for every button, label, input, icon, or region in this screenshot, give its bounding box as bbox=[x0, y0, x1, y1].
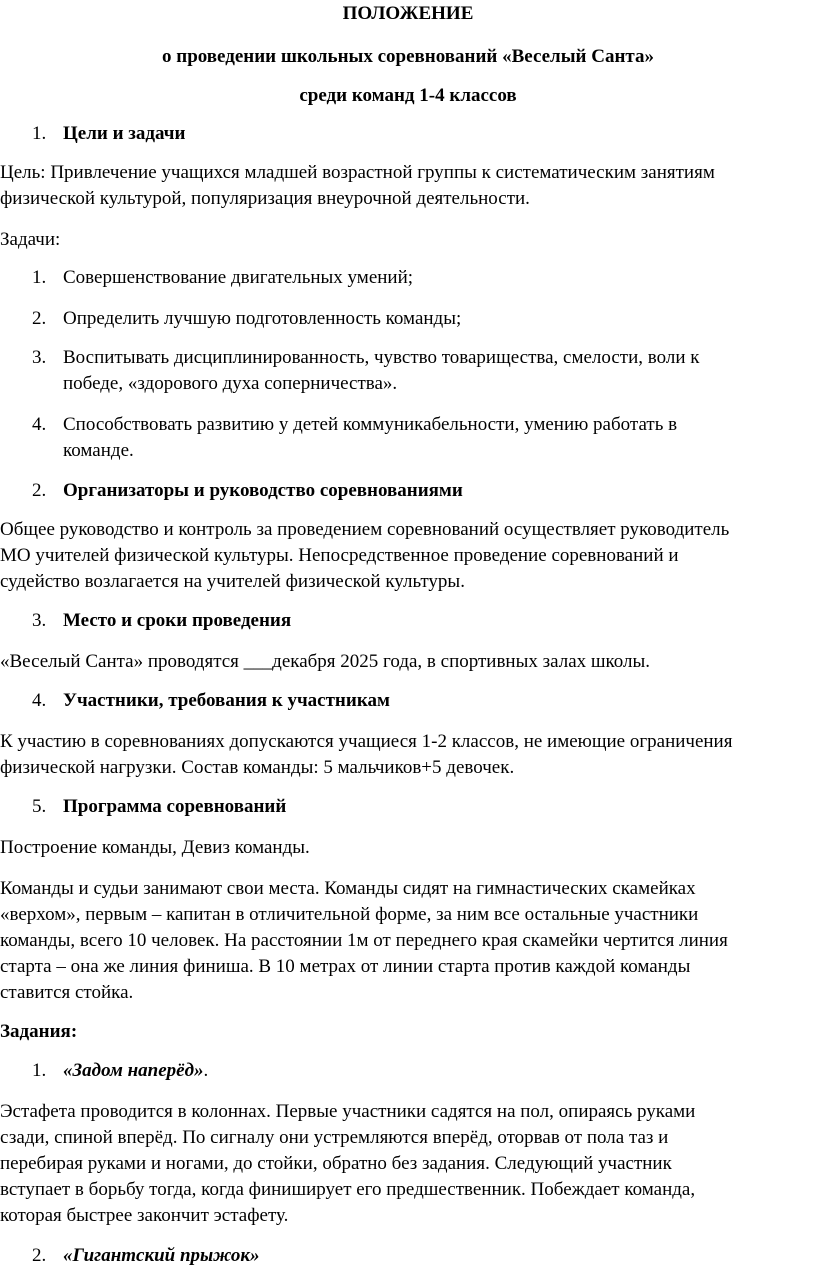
section-4-number: 4. bbox=[32, 690, 47, 711]
task-2-number: 2. bbox=[32, 308, 47, 329]
task-3-number: 3. bbox=[32, 347, 47, 368]
task-4-number: 4. bbox=[32, 414, 47, 435]
event-1-heading bbox=[63, 1059, 208, 1083]
program-para-line-5: ставится стойка. bbox=[0, 982, 134, 1003]
section-2-title: Организаторы и руководство соревнованиями bbox=[63, 480, 463, 501]
event-1-title: «Задом наперёд» bbox=[63, 1060, 204, 1081]
section-5-title: Программа соревнований bbox=[63, 796, 287, 817]
task-1-text: Совершенствование двигательных умений; bbox=[63, 267, 414, 288]
section-2-number: 2. bbox=[32, 480, 47, 501]
task-1-number: 1. bbox=[32, 267, 47, 288]
organizers-line-3: судейство возлагается на учителей физической культуры. bbox=[0, 571, 465, 592]
event-1-text-line-3: перебирая руками и ногами, до стойки, обратно без задания. Следующий участник bbox=[0, 1153, 672, 1174]
goal-line-1: Цель: Привлечение учащихся младшей возрастной группы к систематическим занятиям bbox=[0, 162, 715, 183]
section-1-number: 1. bbox=[32, 123, 47, 144]
section-4-title: Участники, требования к участникам bbox=[63, 690, 390, 711]
program-line-1: Построение команды, Девиз команды. bbox=[0, 837, 310, 858]
organizers-line-1: Общее руководство и контроль за проведением соревнований осуществляет руководитель bbox=[0, 519, 730, 540]
event-1-text-line-1: Эстафета проводится в колоннах. Первые участники садятся на пол, опираясь руками bbox=[0, 1101, 696, 1122]
event-1-number: 1. bbox=[32, 1060, 47, 1081]
task-3-text-line-1: Воспитывать дисциплинированность, чувство товарищества, смелости, воли к bbox=[63, 347, 700, 368]
event-2-title: «Гигантский прыжок» bbox=[63, 1245, 260, 1266]
section-5-number: 5. bbox=[32, 796, 47, 817]
task-3-text-line-2: победе, «здорового духа соперничества». bbox=[63, 373, 398, 394]
task-4-text-line-1: Способствовать развитию у детей коммуникабельности, умению работать в bbox=[63, 414, 678, 435]
event-2-number: 2. bbox=[32, 1245, 47, 1266]
program-para-line-3: команды, всего 10 человек. На расстоянии 1м от переднего края скамейки чертится линия bbox=[0, 930, 728, 951]
event-1-text-line-4: вступает в борьбу тогда, когда финиширует его предшественник. Побеждает команда, bbox=[0, 1179, 696, 1200]
program-para-line-4: старта – она же линия финиша. В 10 метрах от линии старта против каждой команды bbox=[0, 956, 691, 977]
document-subtitle: о проведении школьных соревнований «Веселый Санта» bbox=[162, 46, 654, 67]
document-subtitle-2: среди команд 1-4 классов bbox=[299, 85, 517, 106]
program-para-line-2: «верхом», первым – капитан в отличительной форме, за ним все остальные участники bbox=[0, 904, 699, 925]
section-1-title: Цели и задачи bbox=[63, 123, 186, 144]
organizers-line-2: МО учителей физической культуры. Непосредственное проведение соревнований и bbox=[0, 545, 679, 566]
section-3-number: 3. bbox=[32, 610, 47, 631]
participants-line-1: К участию в соревнованиях допускаются учащиеся 1-2 классов, не имеющие ограничения bbox=[0, 731, 733, 752]
program-para-line-1: Команды и судьи занимают свои места. Команды сидят на гимнастических скамейках bbox=[0, 878, 696, 899]
task-2-text: Определить лучшую подготовленность команды; bbox=[63, 308, 462, 329]
event-1-text-line-2: сзади, спиной вперёд. По сигналу они устремляются вперёд, оторвав от пола таз и bbox=[0, 1127, 669, 1148]
goal-line-2: физической культурой, популяризация внеурочной деятельности. bbox=[0, 188, 530, 209]
task-4-text-line-2: команде. bbox=[63, 440, 134, 461]
tasks-label: Задачи: bbox=[0, 229, 61, 250]
event-1-period: . bbox=[203, 1060, 209, 1081]
participants-line-2: физической нагрузки. Состав команды: 5 мальчиков+5 девочек. bbox=[0, 757, 515, 778]
section-3-title: Место и сроки проведения bbox=[63, 610, 292, 631]
tasks-section-label: Задания: bbox=[0, 1021, 78, 1042]
document-title: ПОЛОЖЕНИЕ bbox=[342, 3, 474, 24]
place-line: «Веселый Санта» проводятся ___декабря 2025 года, в спортивных залах школы. bbox=[0, 651, 651, 672]
event-1-text-line-5: которая быстрее закончит эстафету. bbox=[0, 1205, 289, 1226]
